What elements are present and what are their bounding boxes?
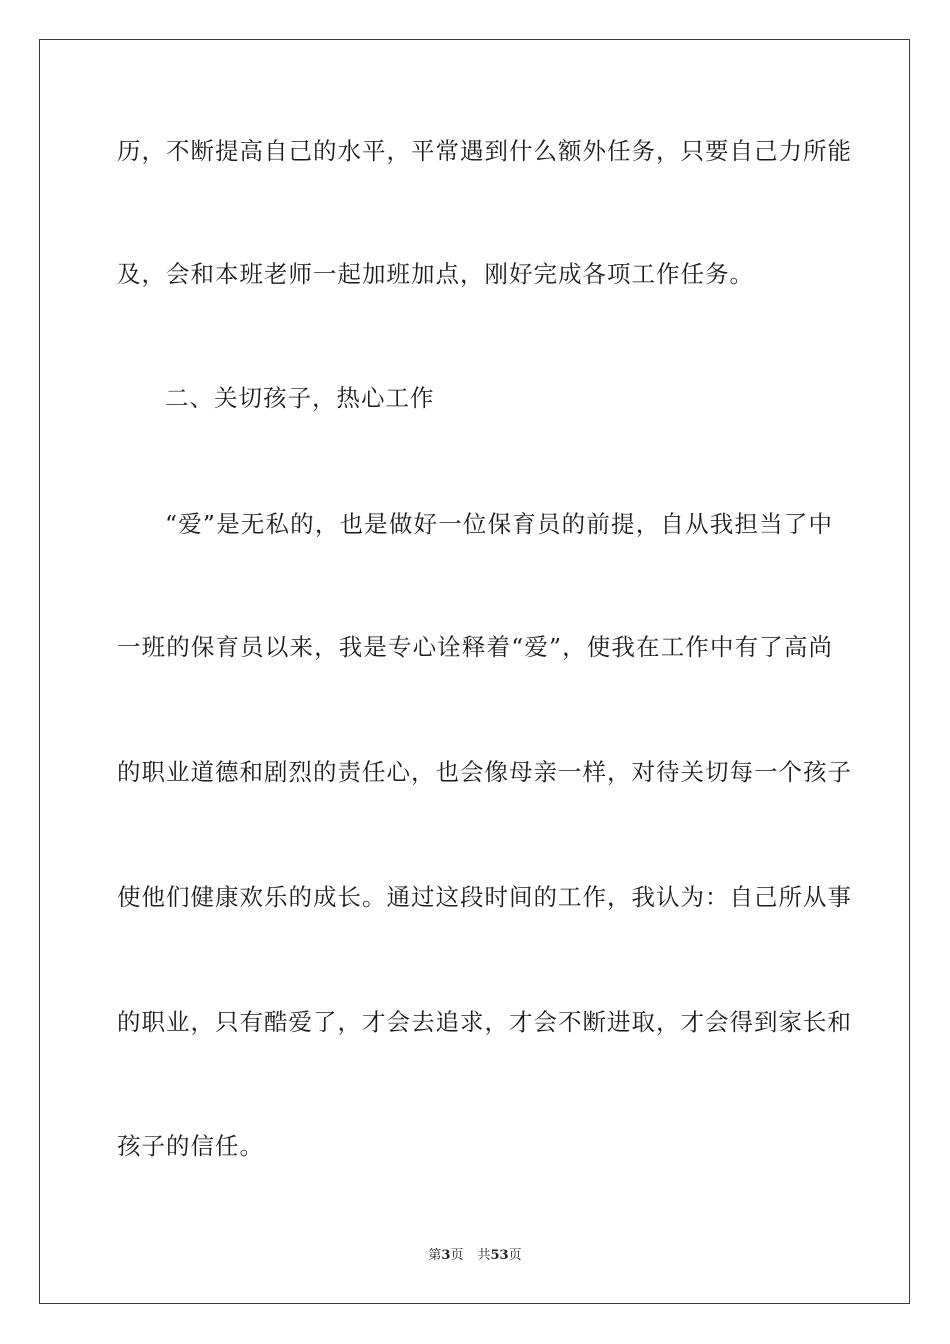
paragraph-line-2: 及，会和本班老师一起加班加点，刚好完成各项工作任务。 (117, 260, 754, 288)
paragraph-line-7: 使他们健康欢乐的成长。通过这段时间的工作，我认为：自己所从事 (117, 883, 852, 911)
section-heading: 二、关切孩子，热心工作 (165, 384, 435, 412)
page-footer (0, 1247, 950, 1265)
footer-page-prefix: 第 (428, 1248, 442, 1263)
paragraph-line-1: 历，不断提高自己的水平，平常遇到什么额外任务，只要自己力所能 (117, 137, 852, 165)
paragraph-line-8: 的职业，只有酷爱了，才会去追求，才会不断进取，才会得到家长和 (117, 1008, 852, 1036)
footer-total-prefix: 共 (477, 1248, 491, 1263)
footer-page-suffix: 页 (450, 1248, 464, 1263)
footer-page-number: 3 (441, 1248, 451, 1263)
paragraph-line-6: 的职业道德和剧烈的责任心，也会像母亲一样，对待关切每一个孩子 (117, 758, 852, 786)
paragraph-line-9: 孩子的信任。 (117, 1132, 264, 1160)
footer-total-pages: 53 (490, 1248, 509, 1263)
paragraph-line-5: 一班的保育员以来，我是专心诠释着“爱”，使我在工作中有了高尚 (117, 633, 833, 661)
paragraph-line-4: “爱”是无私的，也是做好一位保育员的前提，自从我担当了中 (165, 510, 833, 538)
footer-total-suffix: 页 (508, 1248, 522, 1263)
page-border (39, 39, 910, 1304)
